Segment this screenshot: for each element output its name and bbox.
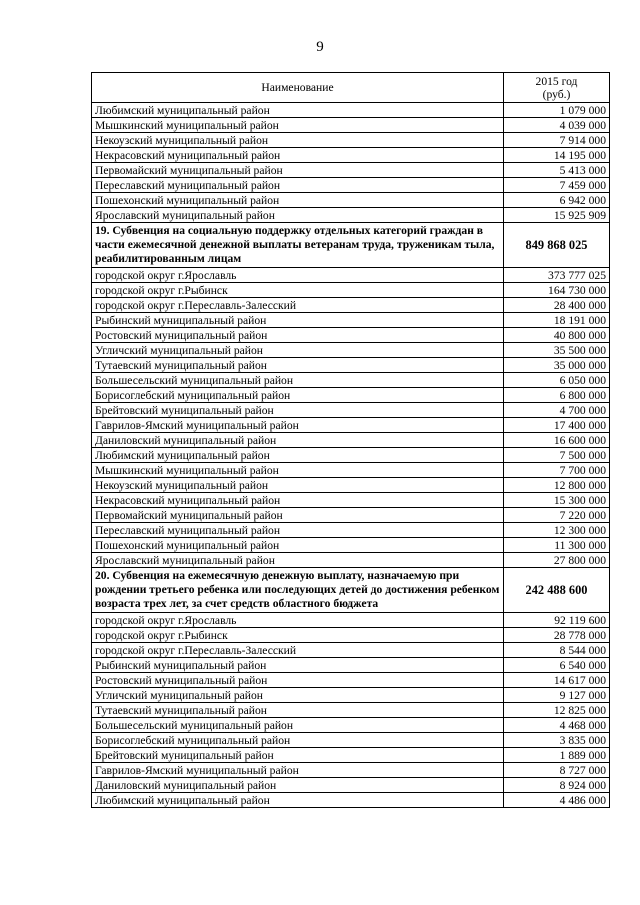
municipality-name: Некоузский муниципальный район [92,478,504,493]
table-row [92,718,610,733]
table-row [92,493,610,508]
amount-value: 1 889 000 [504,748,610,763]
amount-value: 7 220 000 [504,508,610,523]
amount-value: 28 778 000 [504,628,610,643]
section-total: 242 488 600 [504,568,610,613]
table-row [92,208,610,223]
table-row [92,358,610,373]
table-row [92,148,610,163]
municipality-name: Ростовский муниципальный район [92,673,504,688]
table-row [92,688,610,703]
municipality-name: Пошехонский муниципальный район [92,193,504,208]
amount-value: 164 730 000 [504,283,610,298]
table-row [92,193,610,208]
municipality-name: Рыбинский муниципальный район [92,658,504,673]
table-row [92,178,610,193]
table-row [92,283,610,298]
table-row [92,523,610,538]
amount-value: 4 486 000 [504,793,610,808]
table-row [92,418,610,433]
amount-value: 9 127 000 [504,688,610,703]
municipality-name: городской округ г.Рыбинск [92,628,504,643]
section-header-row [92,568,610,613]
municipality-name: Ярославский муниципальный район [92,208,504,223]
municipality-name: Переславский муниципальный район [92,523,504,538]
municipality-name: Любимский муниципальный район [92,103,504,118]
table-row [92,553,610,568]
municipality-name: городской округ г.Ярославль [92,613,504,628]
amount-value: 14 195 000 [504,148,610,163]
amount-value: 14 617 000 [504,673,610,688]
table-row [92,628,610,643]
section-total: 849 868 025 [504,223,610,268]
municipality-name: Некрасовский муниципальный район [92,148,504,163]
amount-value: 7 700 000 [504,463,610,478]
municipality-name: Большесельский муниципальный район [92,718,504,733]
municipality-name: Первомайский муниципальный район [92,163,504,178]
table-row [92,778,610,793]
table-row [92,133,610,148]
amount-value: 5 413 000 [504,163,610,178]
table-row [92,508,610,523]
amount-value: 11 300 000 [504,538,610,553]
municipality-name: Мышкинский муниципальный район [92,118,504,133]
amount-value: 373 777 025 [504,268,610,283]
table-row [92,793,610,808]
table-row [92,613,610,628]
municipality-name: Пошехонский муниципальный район [92,538,504,553]
municipality-name: Брейтовский муниципальный район [92,748,504,763]
amount-value: 8 544 000 [504,643,610,658]
table-row [92,343,610,358]
table-row [92,733,610,748]
municipality-name: городской округ г.Переславль-Залесский [92,298,504,313]
municipality-name: Первомайский муниципальный район [92,508,504,523]
table-row [92,538,610,553]
table-row [92,268,610,283]
table-row [92,103,610,118]
amount-value: 35 500 000 [504,343,610,358]
municipality-name: Угличский муниципальный район [92,688,504,703]
section-title: 20. Субвенция на ежемесячную денежную выплату, назначаемую при рождении третьего ребенка или последующих детей до достижения ребенком возраста трех лет, за счет средств областного бюджета [92,568,504,613]
amount-value: 6 050 000 [504,373,610,388]
municipality-name: Переславский муниципальный район [92,178,504,193]
municipality-name: Рыбинский муниципальный район [92,313,504,328]
amount-value: 92 119 600 [504,613,610,628]
table-body [92,103,610,808]
table-row [92,448,610,463]
amount-value: 40 800 000 [504,328,610,343]
municipality-name: Брейтовский муниципальный район [92,403,504,418]
table-row [92,658,610,673]
table-row [92,763,610,778]
amount-value: 3 835 000 [504,733,610,748]
amount-value: 8 727 000 [504,763,610,778]
table-row [92,118,610,133]
table-row [92,703,610,718]
column-header-year: 2015 год [535,74,578,88]
table-row [92,748,610,763]
municipality-name: Любимский муниципальный район [92,448,504,463]
table-header-row [92,73,610,103]
amount-value: 7 914 000 [504,133,610,148]
municipality-name: Тутаевский муниципальный район [92,358,504,373]
table-row [92,298,610,313]
amount-value: 15 925 909 [504,208,610,223]
municipality-name: Некрасовский муниципальный район [92,493,504,508]
municipality-name: Даниловский муниципальный район [92,778,504,793]
amount-value: 12 825 000 [504,703,610,718]
column-header-amount [504,73,610,103]
municipality-name: городской округ г.Ярославль [92,268,504,283]
table-row [92,388,610,403]
amount-value: 4 039 000 [504,118,610,133]
table-row [92,328,610,343]
municipality-name: Большесельский муниципальный район [92,373,504,388]
amount-value: 7 500 000 [504,448,610,463]
municipality-name: Ярославский муниципальный район [92,553,504,568]
table-row [92,373,610,388]
table-row [92,673,610,688]
municipality-name: Даниловский муниципальный район [92,433,504,448]
table-row [92,478,610,493]
column-header-name: Наименование [92,73,504,103]
municipality-name: Борисоглебский муниципальный район [92,733,504,748]
amount-value: 4 700 000 [504,403,610,418]
table-row [92,403,610,418]
amount-value: 12 300 000 [504,523,610,538]
amount-value: 1 079 000 [504,103,610,118]
table-row [92,643,610,658]
municipality-name: Мышкинский муниципальный район [92,463,504,478]
table-row [92,163,610,178]
amount-value: 6 540 000 [504,658,610,673]
amount-value: 15 300 000 [504,493,610,508]
table-row [92,463,610,478]
amount-value: 7 459 000 [504,178,610,193]
amount-value: 35 000 000 [504,358,610,373]
budget-table [91,72,610,808]
amount-value: 28 400 000 [504,298,610,313]
page-number: 9 [316,39,324,55]
amount-value: 4 468 000 [504,718,610,733]
amount-value: 16 600 000 [504,433,610,448]
amount-value: 27 800 000 [504,553,610,568]
amount-value: 8 924 000 [504,778,610,793]
municipality-name: городской округ г.Переславль-Залесский [92,643,504,658]
amount-value: 18 191 000 [504,313,610,328]
amount-value: 17 400 000 [504,418,610,433]
municipality-name: Тутаевский муниципальный район [92,703,504,718]
municipality-name: Гаврилов-Ямский муниципальный район [92,763,504,778]
table-row [92,313,610,328]
section-title: 19. Субвенция на социальную поддержку отдельных категорий граждан в части ежемесячной денежной выплаты ветеранам труда, труженикам тыла, реабилитированным лицам [92,223,504,268]
table-row [92,433,610,448]
municipality-name: Любимский муниципальный район [92,793,504,808]
municipality-name: Некоузский муниципальный район [92,133,504,148]
municipality-name: Борисоглебский муниципальный район [92,388,504,403]
municipality-name: Угличский муниципальный район [92,343,504,358]
municipality-name: Ростовский муниципальный район [92,328,504,343]
section-header-row [92,223,610,268]
municipality-name: Гаврилов-Ямский муниципальный район [92,418,504,433]
amount-value: 12 800 000 [504,478,610,493]
amount-value: 6 942 000 [504,193,610,208]
amount-value: 6 800 000 [504,388,610,403]
municipality-name: городской округ г.Рыбинск [92,283,504,298]
column-header-unit: (руб.) [542,87,571,101]
